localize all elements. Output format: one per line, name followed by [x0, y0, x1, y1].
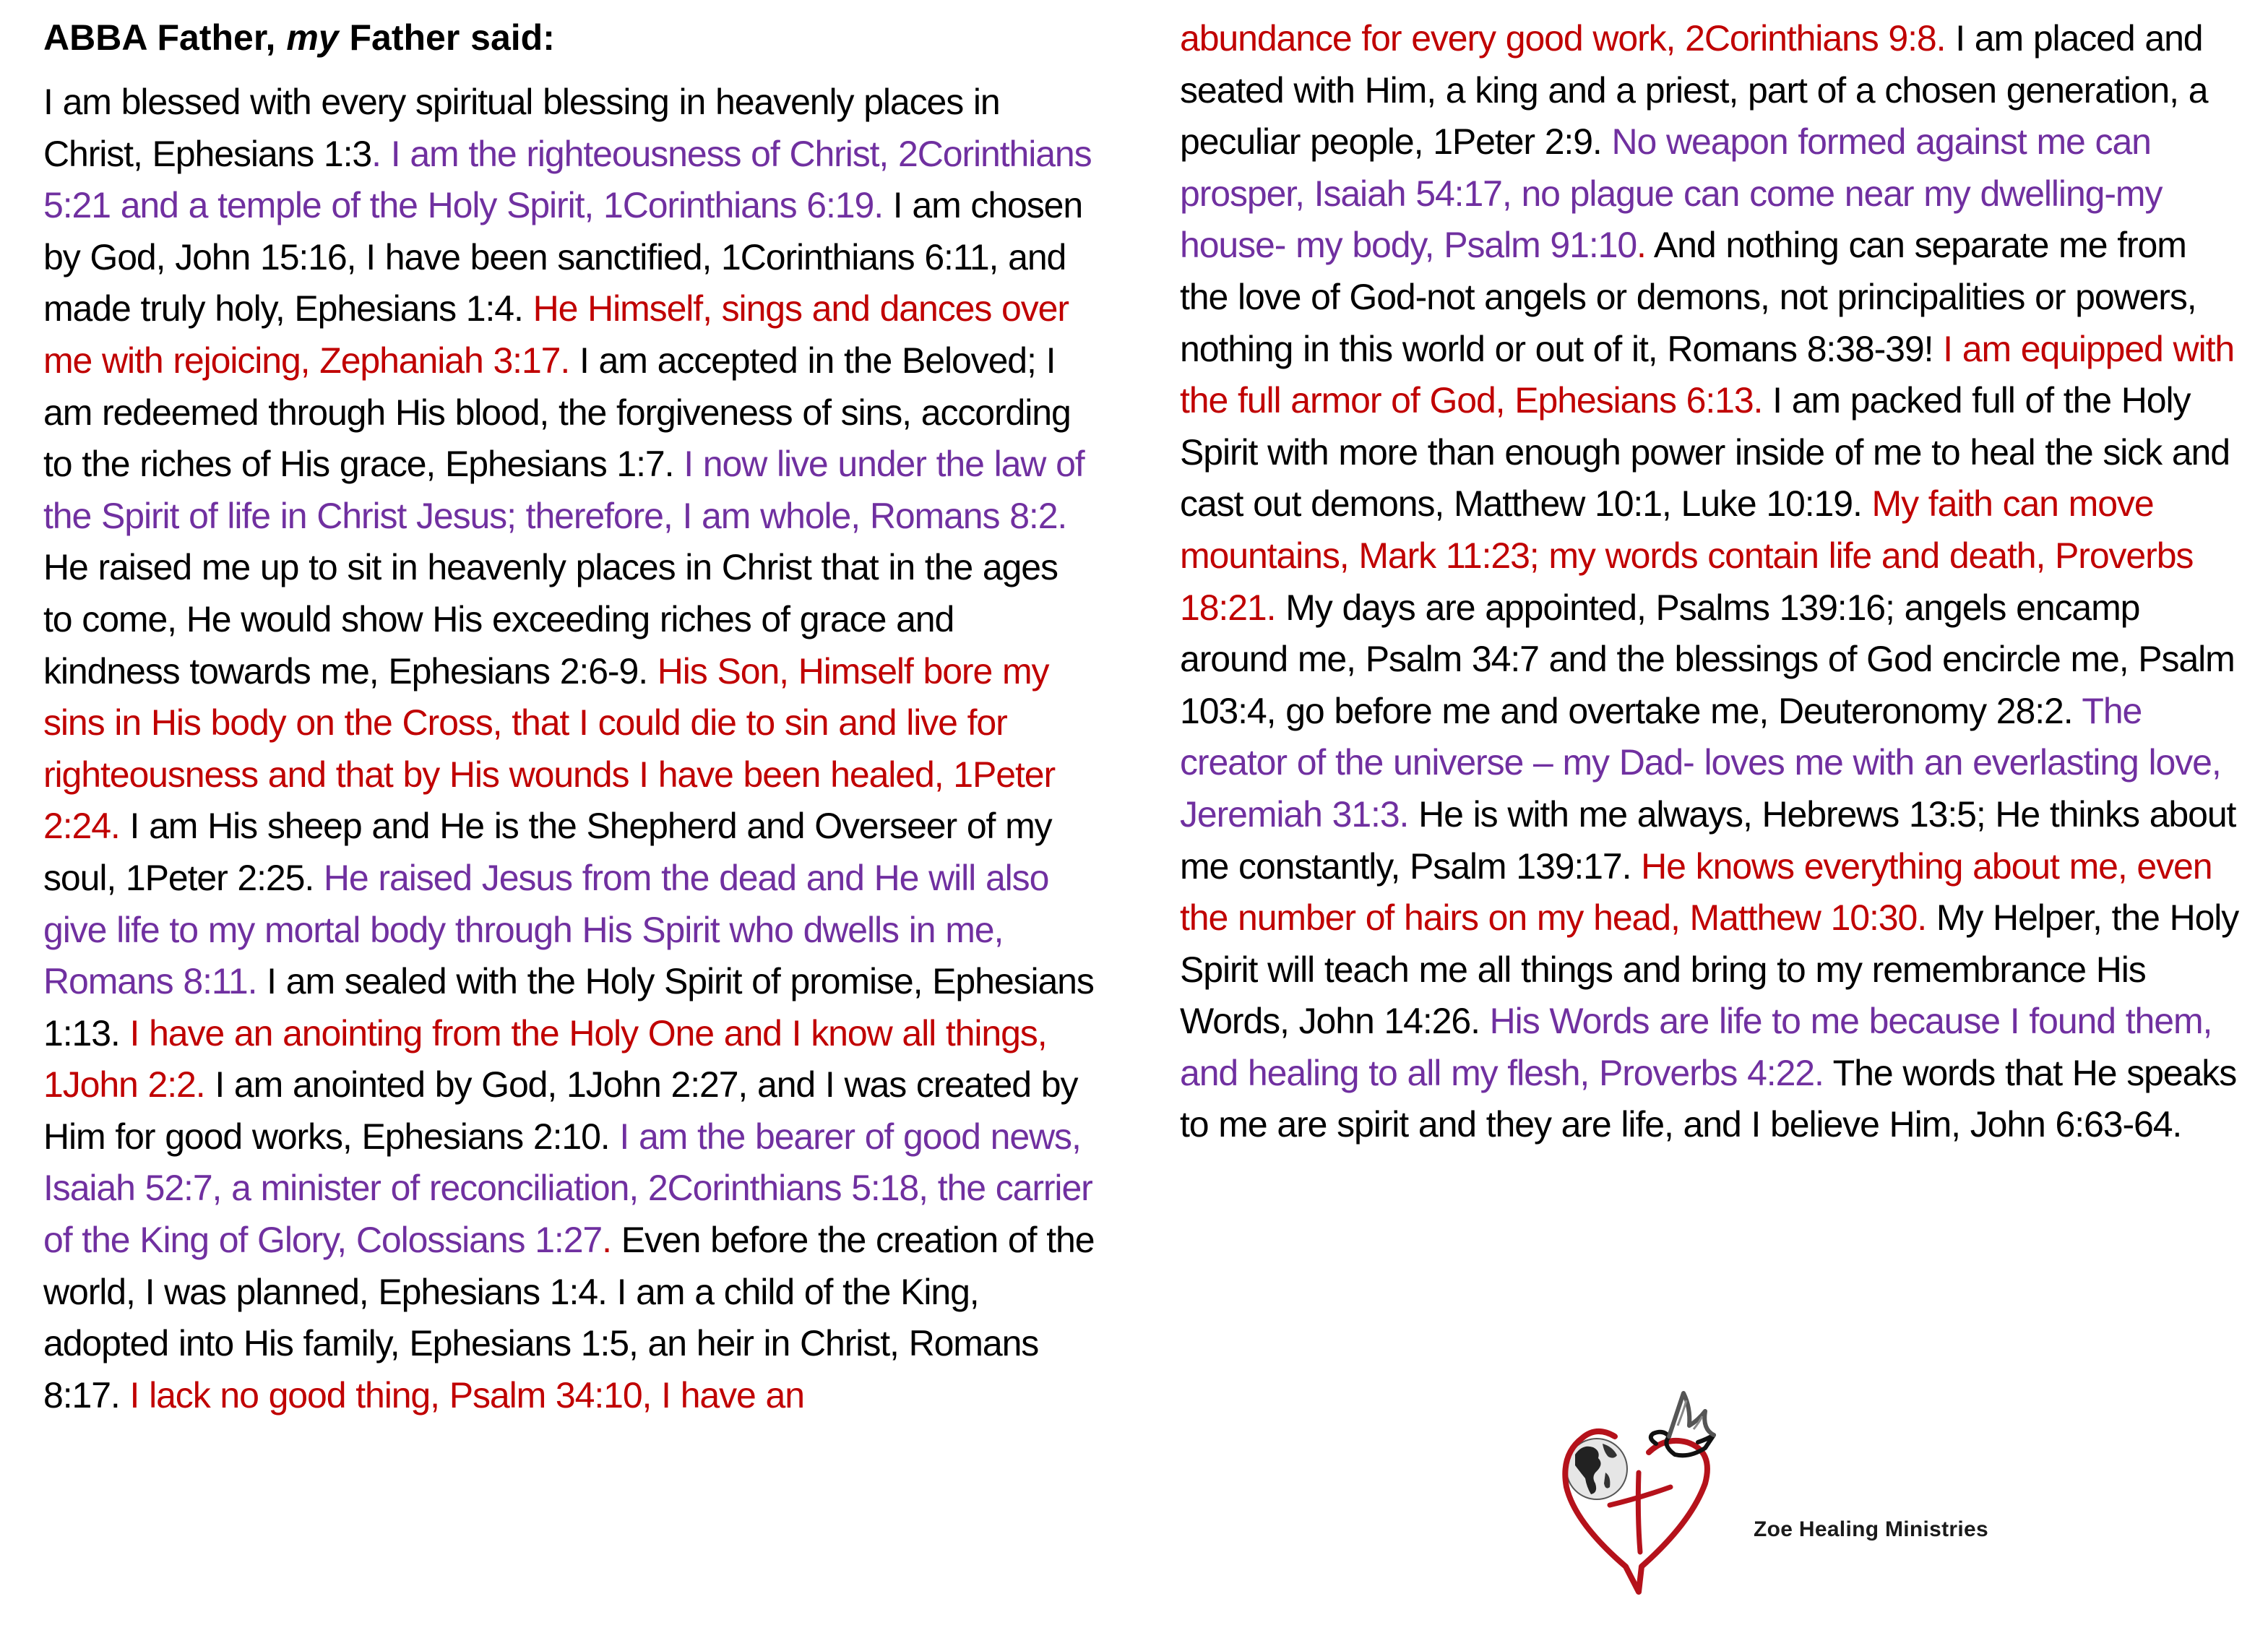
text-run-red: I lack no good thing, Psalm 34:10, I have an — [129, 1374, 804, 1416]
text-run-black: I am sealed with the Holy Spirit of promise, Ephesians 1:13. — [43, 961, 1094, 1054]
text-run-red: He knows everything about me, even the number of hairs on my head, Matthew 10:30. — [1180, 845, 2212, 939]
text-run-black: He is with me always, Hebrews 13:5; He thinks about me constantly, Psalm 139:17. — [1180, 793, 2236, 887]
text-run-black: I am accepted in the Beloved; I am redeemed through His blood, the forgiveness of sins, according to the riches of His grace, Ephesians 1:7. — [43, 340, 1071, 485]
text-run-purple: He raised Jesus from the dead and He will also give life to my mortal body through His Spirit who dwells in me, Romans 8:11. — [43, 857, 1049, 1002]
text-run-black: I am anointed by God, 1John 2:27, and I was created by Him for good works, Ephesians 2:10. — [43, 1064, 1078, 1157]
text-run-red: My faith can move mountains, Mark 11:23; my words contain life and death, Proverbs 18:21. — [1180, 483, 2194, 628]
logo-graphic — [1553, 1386, 1770, 1603]
text-run-red: He Himself, sings and dances over me with rejoicing, Zephaniah 3:17. — [43, 288, 1069, 381]
declaration-paragraph-right — [1180, 13, 2242, 1151]
text-run-purple: His Words are life to me because I found them, and healing to all my flesh, Proverbs 4:22. — [1180, 1001, 2212, 1093]
left-column — [43, 0, 1095, 1421]
text-run-red: abundance for every good work, 2Corinthians 9:8. — [1180, 18, 1956, 59]
text-run-black: The words that He speaks to me are spirit and they are life, and I believe Him, John 6:63-64. — [1180, 1052, 2237, 1145]
title-part-1: ABBA Father, — [43, 17, 287, 58]
text-run-red: I have an anointing from the Holy One and I know all things, 1John 2:2. — [43, 1012, 1047, 1106]
text-run-black: I am blessed with every spiritual blessing in heavenly places in Christ, Ephesians 1:3 — [43, 82, 1000, 174]
title-part-2: Father said: — [338, 17, 555, 58]
text-run-black: I am chosen by God, John 15:16, I have been sanctified, 1Corinthians 6:11, and made truly holy, Ephesians 1:4. — [43, 185, 1083, 329]
text-run-black: He raised me up to sit in heavenly places in Christ that in the ages to come, He would show His exceeding riches of grace and kindness towards me, Ephesians 2:6-9. — [43, 547, 1058, 691]
text-run-purple: . I am the righteousness of Christ, 2Corinthians 5:21 and a temple of the Holy Spirit, 1Corinthians 6:19. — [43, 133, 1092, 226]
text-run-black: I am packed full of the Holy Spirit with more than enough power inside of me to heal the sick and cast out demons, Matthew 10:1, Luke 10:19. — [1180, 380, 2230, 525]
text-run-purple: I am the bearer of good news, Isaiah 52:7, a minister of reconciliation, 2Corinthians 5:18, the carrier of the King of Glory, Colossians 1:27 — [43, 1116, 1092, 1261]
text-run-purple: The creator of the universe – my Dad- loves me with an everlasting love, Jeremiah 31:3. — [1180, 690, 2221, 835]
title-emphasis: my — [286, 17, 339, 58]
text-run-black: And nothing can separate me from the love of God-not angels or demons, not principalities or powers, nothing in this world or out of it, Romans 8:38-39! — [1180, 225, 2196, 369]
text-run-red: His Son, Himself bore my sins in His body on the Cross, that I could die to sin and live for righteousness and that by His wounds I have been healed, 1Peter 2:24. — [43, 650, 1056, 847]
text-run-purple: I now live under the law of the Spirit of life in Christ Jesus; therefore, I am whole, Romans 8:2. — [43, 444, 1085, 536]
text-run-black: My days are appointed, Psalms 139:16; angels encamp around me, Psalm 34:7 and the blessings of God encircle me, Psalm 103:4, go before me and overtake me, Deuteronomy 28:2. — [1180, 587, 2235, 731]
text-run-black: I am placed and seated with Him, a king and a priest, part of a chosen generation, a peculiar people, 1Peter 2:9. — [1180, 18, 2208, 163]
text-run-red: I am equipped with the full armor of God, Ephesians 6:13. — [1180, 328, 2235, 421]
ministry-name: Zoe Healing Ministries — [1754, 1517, 1988, 1541]
text-run-black: I am His sheep and He is the Shepherd and Overseer of my soul, 1Peter 2:25. — [43, 806, 1052, 898]
text-run-black: Even before the creation of the world, I was planned, Ephesians 1:4. I am a child of the King, adopted into His family, Ephesians 1:5, an heir in Christ, Romans 8:17. — [43, 1220, 1095, 1416]
text-run-black: My Helper, the Holy Spirit will teach me all things and bring to my remembrance His Words, John 14:26. — [1180, 897, 2239, 1042]
text-run-purple: No weapon formed against me can prosper, Isaiah 54:17, no plague can come near my dwelling-my house- my body, Psalm 91:10 — [1180, 121, 2163, 266]
text-run-red: . — [602, 1220, 621, 1261]
declaration-paragraph-left — [43, 77, 1095, 1421]
text-run-red: . — [1637, 225, 1654, 266]
right-column — [1180, 13, 2242, 1151]
page-title — [43, 16, 1095, 59]
ministry-logo — [1553, 1386, 2088, 1603]
